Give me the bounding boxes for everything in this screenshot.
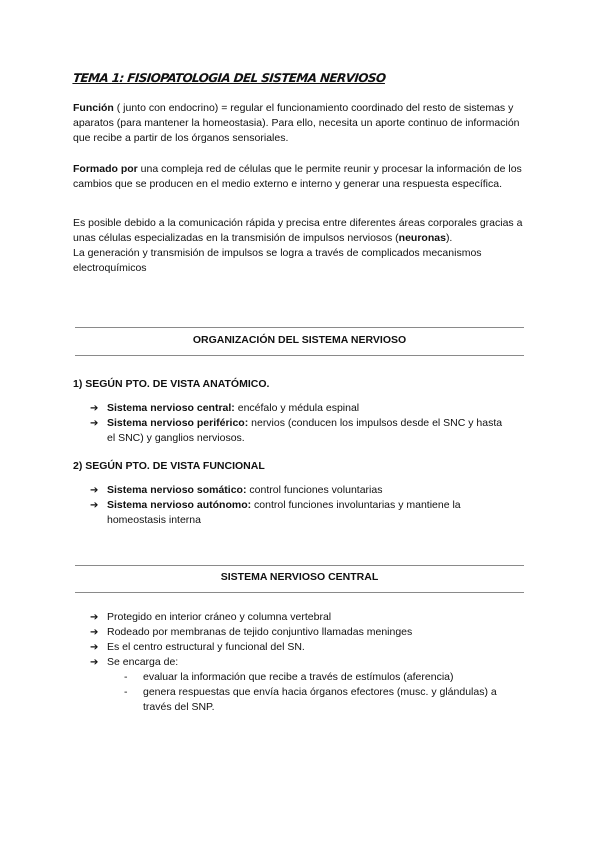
funcional-list [90,483,510,528]
funcion-text: ( junto con endocrino) = regular el funcionamiento coordinado del resto de sistemas y aparatos (para mantener la homeostasia). Para ello, necesita un aporte continuo de información que recibe a partir de los órganos sensoriales. [73,102,520,144]
item-label: Sistema nervioso periférico: [107,417,249,429]
funcional-heading: 2) SEGÚN PTO. DE VISTA FUNCIONAL [73,460,265,472]
generacion-text: La generación y transmisión de impulsos se logra a través de complicados mecanismos electroquímicos [73,247,482,274]
item-text: Protegido en interior cráneo y columna vertebral [107,611,332,623]
list-item [90,640,510,655]
organizacion-heading: ORGANIZACIÓN DEL SISTEMA NERVIOSO [192,334,407,346]
formado-text: una compleja red de células que le permite reunir y procesar la información de los cambios que se producen en el medio externo e interno y generar una respuesta específica. [73,163,522,190]
item-text: Rodeado por membranas de tejido conjuntivo llamadas meninges [107,626,413,638]
arrow-icon: ➔ [90,612,99,623]
item-text: Se encarga de: [107,656,179,668]
list-item [90,483,510,498]
sublist-item [107,670,510,685]
arrow-icon: ➔ [90,403,99,414]
dash-bullet: - [124,686,128,698]
anatomico-list [90,401,510,446]
formado-paragraph [73,162,533,192]
anatomico-heading: 1) SEGÚN PTO. DE VISTA ANATÓMICO. [73,378,270,390]
list-item [90,625,510,640]
subitem-text: genera respuestas que envía hacia órganos efectores (musc. y glándulas) a través del SNP. [143,686,497,713]
divider-top-organizacion [75,327,524,328]
posible-text: Es posible debido a la comunicación rápida y precisa entre diferentes áreas corporales gracias a unas células especializadas en la transmisión de impulsos nerviosos ( [73,217,523,244]
divider-top-snc [75,565,524,566]
item-label: Sistema nervioso autónomo: [107,499,252,511]
snc-heading: SISTEMA NERVIOSO CENTRAL [220,571,379,583]
item-text: Es el centro estructural y funcional del SN. [107,641,305,653]
item-label: Sistema nervioso central: [107,402,235,414]
document-title: TEMA 1: FISIOPATOLOGIA DEL SISTEMA NERVIOSO [72,71,387,85]
divider-bottom-snc [75,592,524,593]
formado-label: Formado por [73,163,138,175]
posible-paragraph [73,216,533,276]
arrow-icon: ➔ [90,642,99,653]
arrow-icon: ➔ [90,627,99,638]
item-text: control funciones voluntarias [246,484,383,496]
list-item [90,416,510,446]
list-item [90,655,510,715]
snc-sublist [107,670,510,715]
list-item [90,610,510,625]
list-item [90,498,510,528]
arrow-icon: ➔ [90,657,99,668]
arrow-icon: ➔ [90,418,99,429]
subitem-text: evaluar la información que recibe a través de estímulos (aferencia) [143,671,454,683]
item-text: control funciones involuntarias y mantiene la homeostasis interna [107,499,461,526]
sublist-item [107,685,510,715]
snc-list [90,610,510,715]
arrow-icon: ➔ [90,500,99,511]
item-text: nervios (conducen los impulsos desde el SNC y hasta el SNC) y ganglios nerviosos. [107,417,503,444]
funcion-paragraph [73,101,533,146]
item-label: Sistema nervioso somático: [107,484,247,496]
arrow-icon: ➔ [90,485,99,496]
list-item [90,401,510,416]
item-text: encéfalo y médula espinal [234,402,360,414]
neuronas-label: neuronas [398,232,446,244]
posible-end: ). [445,232,453,244]
divider-bottom-organizacion [75,355,524,356]
dash-bullet: - [124,671,128,683]
funcion-label: Función [73,102,114,114]
